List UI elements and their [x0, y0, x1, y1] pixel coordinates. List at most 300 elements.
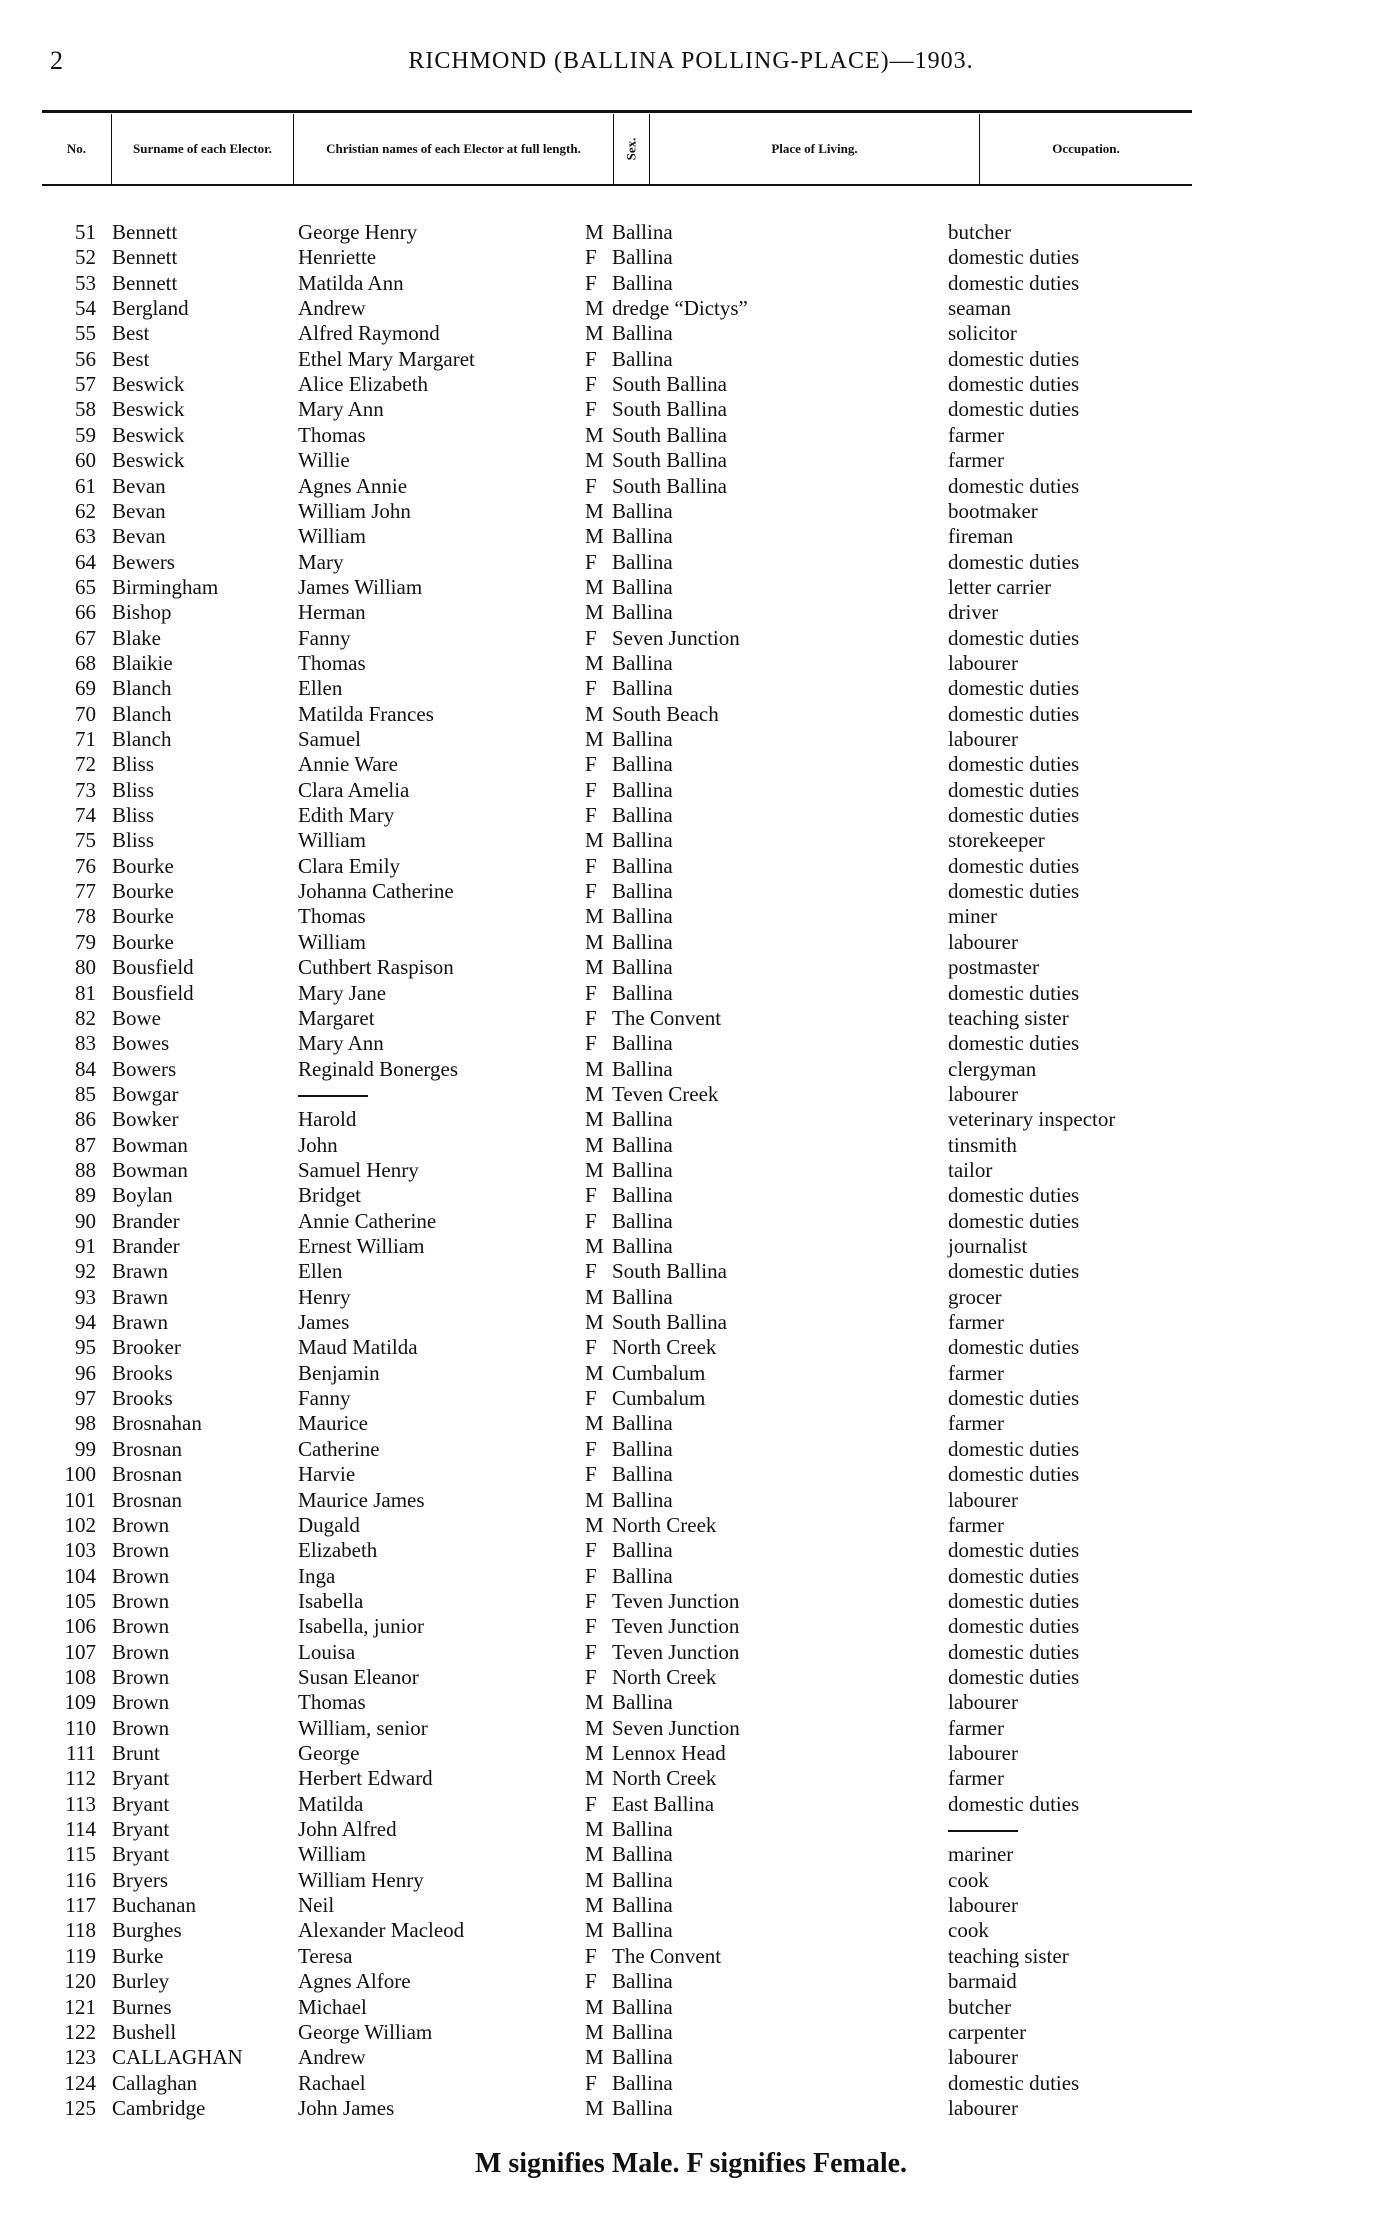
elector-place: South Ballina: [612, 372, 727, 397]
legend-footer: M signifies Male. F signifies Female.: [474, 2148, 908, 2179]
elector-occupation: farmer: [948, 1766, 1004, 1791]
elector-number: 98: [75, 1411, 96, 1436]
elector-occupation: teaching sister: [948, 1943, 1069, 1968]
elector-number: 69: [75, 676, 96, 701]
elector-place: Ballina: [612, 245, 673, 270]
elector-surname: Best: [112, 346, 150, 371]
elector-surname: Bushell: [112, 2019, 177, 2044]
elector-sex: M: [585, 701, 604, 726]
table-row: [0, 1437, 1382, 1462]
elector-occupation: domestic duties: [948, 1563, 1080, 1588]
elector-surname: Brosnan: [112, 1462, 182, 1487]
elector-christian-names: James William: [298, 574, 423, 599]
elector-number: 72: [75, 752, 96, 777]
table-row: [0, 1082, 1382, 1107]
elector-sex: F: [585, 1462, 597, 1487]
elector-number: 121: [64, 1994, 96, 2019]
elector-occupation: domestic duties: [948, 1259, 1080, 1284]
elector-number: 117: [65, 1893, 96, 1918]
elector-place: Teven Junction: [612, 1588, 740, 1613]
elector-occupation: labourer: [948, 929, 1018, 954]
elector-christian-names: Mary Ann: [298, 1031, 384, 1056]
elector-place: North Creek: [612, 1335, 717, 1360]
elector-number: 76: [75, 853, 96, 878]
elector-surname: Brown: [112, 1664, 170, 1689]
table-row: [0, 778, 1382, 803]
elector-sex: M: [585, 1842, 604, 1867]
elector-number: 58: [75, 397, 96, 422]
elector-christian-names: John James: [298, 2095, 395, 2120]
elector-place: Ballina: [612, 524, 673, 549]
elector-occupation: veterinary inspector: [948, 1107, 1116, 1132]
table-row: [0, 1031, 1382, 1056]
table-row: [0, 955, 1382, 980]
elector-sex: M: [585, 524, 604, 549]
elector-number: 113: [65, 1791, 96, 1816]
table-row: [0, 448, 1382, 473]
elector-occupation: domestic duties: [948, 625, 1080, 650]
elector-christian-names: Mary Jane: [298, 980, 387, 1005]
table-row: [0, 524, 1382, 549]
elector-place: Ballina: [612, 1817, 673, 1842]
elector-place: Ballina: [612, 676, 673, 701]
elector-number: 83: [75, 1031, 96, 1056]
elector-sex: F: [585, 270, 597, 295]
table-row: [0, 1690, 1382, 1715]
table-row: [0, 1842, 1382, 1867]
elector-christian-names: Harvie: [298, 1462, 356, 1487]
elector-place: Ballina: [612, 1867, 673, 1892]
elector-number: 95: [75, 1335, 96, 1360]
elector-sex: F: [585, 1969, 597, 1994]
page-number: 2: [50, 46, 63, 75]
elector-sex: M: [585, 1918, 604, 1943]
elector-christian-names: Thomas: [298, 650, 366, 675]
table-row: [0, 626, 1382, 651]
elector-christian-names: Fanny: [298, 1386, 351, 1411]
elector-number: 106: [64, 1614, 96, 1639]
elector-surname: Brown: [112, 1538, 170, 1563]
elector-place: Seven Junction: [612, 625, 740, 650]
elector-number: 102: [64, 1512, 96, 1537]
elector-sex: F: [585, 1639, 597, 1664]
elector-place: South Ballina: [612, 448, 727, 473]
elector-christian-names: James: [298, 1310, 350, 1335]
elector-christian-names: Neil: [298, 1893, 335, 1918]
elector-place: Ballina: [612, 1411, 673, 1436]
elector-occupation: [948, 1817, 1018, 1842]
elector-sex: M: [585, 929, 604, 954]
elector-christian-names: Teresa: [298, 1943, 353, 1968]
elector-occupation: labourer: [948, 1690, 1018, 1715]
elector-number: 73: [75, 777, 96, 802]
elector-place: Teven Junction: [612, 1614, 740, 1639]
elector-place: The Convent: [612, 1943, 722, 1968]
elector-surname: Bowes: [112, 1031, 170, 1056]
elector-sex: M: [585, 600, 604, 625]
elector-sex: F: [585, 1031, 597, 1056]
elector-occupation: fireman: [948, 524, 1014, 549]
elector-sex: F: [585, 1563, 597, 1588]
elector-number: 65: [75, 574, 96, 599]
elector-christian-names: Annie Catherine: [298, 1208, 437, 1233]
elector-occupation: labourer: [948, 1893, 1018, 1918]
elector-surname: Brosnahan: [112, 1411, 202, 1436]
elector-occupation: mariner: [948, 1842, 1014, 1867]
elector-occupation: domestic duties: [948, 777, 1080, 802]
elector-sex: M: [585, 1157, 604, 1182]
elector-sex: F: [585, 1005, 597, 1030]
elector-number: 55: [75, 321, 96, 346]
elector-occupation: domestic duties: [948, 1386, 1080, 1411]
elector-surname: Brown: [112, 1588, 170, 1613]
elector-occupation: domestic duties: [948, 1664, 1080, 1689]
table-row: [0, 397, 1382, 422]
table-row: [0, 1209, 1382, 1234]
elector-surname: Bowgar: [112, 1081, 179, 1106]
table-row: [0, 2020, 1382, 2045]
table-row: [0, 1107, 1382, 1132]
elector-surname: Brawn: [112, 1259, 168, 1284]
elector-occupation: domestic duties: [948, 346, 1080, 371]
elector-number: 54: [75, 296, 96, 321]
elector-sex: M: [585, 1284, 604, 1309]
elector-christian-names: Matilda Ann: [298, 270, 404, 295]
elector-occupation: labourer: [948, 650, 1018, 675]
table-row: [0, 676, 1382, 701]
elector-sex: M: [585, 1107, 604, 1132]
elector-christian-names: Edith Mary: [298, 803, 395, 828]
table-row: [0, 1589, 1382, 1614]
elector-place: Teven Creek: [612, 1081, 719, 1106]
elector-surname: Brooks: [112, 1386, 173, 1411]
elector-surname: Bliss: [112, 777, 155, 802]
elector-sex: F: [585, 1208, 597, 1233]
table-row: [0, 296, 1382, 321]
elector-number: 91: [75, 1234, 96, 1258]
table-row: [0, 1057, 1382, 1082]
elector-place: Ballina: [612, 1563, 673, 1588]
elector-surname: Beswick: [112, 372, 185, 397]
elector-christian-names: Henry: [298, 1284, 351, 1309]
elector-number: 100: [64, 1462, 96, 1487]
elector-surname: Bryant: [112, 1817, 170, 1842]
elector-number: 97: [75, 1386, 96, 1411]
elector-surname: Brunt: [112, 1741, 160, 1765]
elector-surname: Burghes: [112, 1918, 182, 1943]
elector-place: Ballina: [612, 2019, 673, 2044]
elector-occupation: domestic duties: [948, 980, 1080, 1005]
elector-surname: Blanch: [112, 701, 172, 726]
elector-number: 107: [64, 1639, 96, 1664]
elector-number: 75: [75, 828, 96, 853]
elector-place: Ballina: [612, 828, 673, 853]
elector-number: 57: [75, 372, 96, 397]
elector-occupation: domestic duties: [948, 1791, 1080, 1816]
elector-surname: Best: [112, 321, 150, 346]
table-row: [0, 1766, 1382, 1791]
elector-number: 78: [75, 904, 96, 929]
elector-christian-names: Bridget: [298, 1183, 361, 1208]
elector-surname: Bliss: [112, 752, 155, 777]
elector-number: 118: [65, 1918, 96, 1943]
elector-occupation: labourer: [948, 1081, 1018, 1106]
elector-place: Ballina: [612, 879, 673, 904]
elector-place: Ballina: [612, 2070, 673, 2095]
elector-occupation: cook: [948, 1918, 989, 1943]
elector-number: 84: [75, 1056, 96, 1081]
elector-christian-names: Ellen: [298, 676, 343, 701]
elector-christian-names: George William: [298, 2019, 433, 2044]
elector-occupation: driver: [948, 600, 999, 625]
elector-occupation: domestic duties: [948, 676, 1080, 701]
elector-christian-names: Isabella, junior: [298, 1614, 424, 1639]
table-row: [0, 1893, 1382, 1918]
elector-sex: F: [585, 1588, 597, 1613]
elector-sex: F: [585, 1943, 597, 1968]
elector-christian-names: Catherine: [298, 1436, 380, 1461]
elector-surname: Burley: [112, 1969, 170, 1994]
header-surname: Surname of each Elector.: [112, 114, 294, 184]
elector-surname: Brawn: [112, 1310, 168, 1335]
elector-sex: F: [585, 980, 597, 1005]
elector-place: Ballina: [612, 752, 673, 777]
header-sex: [614, 114, 650, 184]
elector-surname: Bowman: [112, 1157, 188, 1182]
elector-number: 66: [75, 600, 96, 625]
elector-sex: F: [585, 853, 597, 878]
elector-place: Ballina: [612, 1462, 673, 1487]
elector-number: 116: [65, 1867, 96, 1892]
elector-occupation: bootmaker: [948, 498, 1038, 523]
table-row: [0, 372, 1382, 397]
elector-sex: F: [585, 245, 597, 270]
elector-surname: Bourke: [112, 853, 174, 878]
elector-surname: Brown: [112, 1715, 170, 1740]
elector-occupation: domestic duties: [948, 803, 1080, 828]
elector-christian-names: Maurice: [298, 1411, 368, 1436]
elector-christian-names: Elizabeth: [298, 1538, 378, 1563]
elector-surname: Brosnan: [112, 1487, 182, 1512]
elector-sex: F: [585, 1614, 597, 1639]
elector-occupation: farmer: [948, 448, 1004, 473]
elector-sex: M: [585, 574, 604, 599]
elector-sex: M: [585, 1817, 604, 1842]
elector-surname: Bowers: [112, 1056, 177, 1081]
elector-place: Ballina: [612, 1284, 673, 1309]
elector-number: 125: [64, 2095, 96, 2120]
elector-christian-names: Mary Ann: [298, 397, 384, 422]
table-row: [0, 1868, 1382, 1893]
elector-occupation: carpenter: [948, 2019, 1027, 2044]
elector-place: North Creek: [612, 1512, 717, 1537]
elector-christian-names: Agnes Alfore: [298, 1969, 411, 1994]
table-row: [0, 1614, 1382, 1639]
elector-number: 85: [75, 1081, 96, 1106]
table-row: [0, 1361, 1382, 1386]
elector-surname: Bewers: [112, 549, 175, 574]
elector-place: South Beach: [612, 701, 719, 726]
elector-number: 52: [75, 245, 96, 270]
elector-christian-names: Clara Amelia: [298, 777, 410, 802]
table-row: [0, 575, 1382, 600]
elector-sex: M: [585, 1512, 604, 1537]
elector-occupation: barmaid: [948, 1969, 1017, 1994]
elector-number: 112: [65, 1766, 96, 1791]
elector-occupation: solicitor: [948, 321, 1017, 346]
table-row: [0, 2071, 1382, 2096]
elector-christian-names: Maud Matilda: [298, 1335, 418, 1360]
elector-sex: F: [585, 625, 597, 650]
elector-place: Ballina: [612, 1538, 673, 1563]
table-row: [0, 1716, 1382, 1741]
elector-occupation: labourer: [948, 2045, 1018, 2070]
elector-occupation: domestic duties: [948, 397, 1080, 422]
elector-number: 120: [64, 1969, 96, 1994]
elector-occupation: domestic duties: [948, 1183, 1080, 1208]
elector-surname: Bevan: [112, 524, 166, 549]
elector-occupation: clergyman: [948, 1056, 1037, 1081]
elector-number: 81: [75, 980, 96, 1005]
elector-number: 64: [75, 549, 96, 574]
elector-number: 67: [75, 625, 96, 650]
blank-dash: [298, 1095, 368, 1097]
elector-christian-names: [298, 1082, 368, 1107]
table-row: [0, 1513, 1382, 1538]
elector-place: Ballina: [612, 1994, 673, 2019]
elector-occupation: farmer: [948, 422, 1004, 447]
elector-occupation: domestic duties: [948, 1639, 1080, 1664]
table-row: [0, 1944, 1382, 1969]
elector-surname: Brown: [112, 1614, 170, 1639]
elector-christian-names: Benjamin: [298, 1360, 380, 1385]
elector-number: 71: [75, 727, 96, 751]
elector-number: 86: [75, 1107, 96, 1132]
table-row: [0, 1158, 1382, 1183]
elector-sex: F: [585, 803, 597, 828]
table-row: [0, 930, 1382, 955]
elector-place: South Ballina: [612, 1310, 727, 1335]
elector-occupation: domestic duties: [948, 372, 1080, 397]
elector-sex: M: [585, 321, 604, 346]
elector-number: 99: [75, 1436, 96, 1461]
elector-place: Ballina: [612, 1842, 673, 1867]
elector-occupation: domestic duties: [948, 1614, 1080, 1639]
elector-surname: Blake: [112, 625, 161, 650]
elector-sex: F: [585, 346, 597, 371]
elector-sex: M: [585, 422, 604, 447]
elector-number: 89: [75, 1183, 96, 1208]
elector-surname: Bryant: [112, 1791, 170, 1816]
elector-sex: M: [585, 1487, 604, 1512]
elector-sex: M: [585, 1690, 604, 1715]
elector-sex: M: [585, 1132, 604, 1157]
elector-occupation: seaman: [948, 296, 1011, 321]
elector-christian-names: Andrew: [298, 2045, 366, 2070]
elector-surname: Bergland: [112, 296, 189, 321]
elector-place: North Creek: [612, 1664, 717, 1689]
elector-place: Ballina: [612, 1918, 673, 1943]
elector-occupation: letter carrier: [948, 574, 1052, 599]
elector-christian-names: Susan Eleanor: [298, 1664, 419, 1689]
elector-place: dredge “Dictys”: [612, 296, 748, 321]
elector-christian-names: Matilda Frances: [298, 701, 434, 726]
elector-place: Ballina: [612, 270, 673, 295]
table-row: [0, 245, 1382, 270]
elector-surname: Bennett: [112, 270, 178, 295]
elector-christian-names: Rachael: [298, 2070, 366, 2095]
elector-surname: Bevan: [112, 498, 166, 523]
elector-sex: M: [585, 955, 604, 980]
elector-surname: Bevan: [112, 473, 166, 498]
elector-sex: F: [585, 752, 597, 777]
elector-christian-names: Matilda: [298, 1791, 364, 1816]
elector-surname: Burnes: [112, 1994, 172, 2019]
elector-sex: M: [585, 220, 604, 244]
elector-place: North Creek: [612, 1766, 717, 1791]
elector-christian-names: William Henry: [298, 1867, 424, 1892]
table-row: [0, 1918, 1382, 1943]
table-row: [0, 220, 1382, 245]
elector-surname: Brown: [112, 1563, 170, 1588]
elector-sex: M: [585, 1234, 604, 1258]
elector-place: Ballina: [612, 1031, 673, 1056]
elector-number: 111: [66, 1741, 96, 1765]
elector-number: 104: [64, 1563, 96, 1588]
table-row: [0, 474, 1382, 499]
elector-sex: M: [585, 448, 604, 473]
elector-number: 115: [65, 1842, 96, 1867]
elector-christian-names: Michael: [298, 1994, 367, 2019]
elector-christian-names: William: [298, 1842, 366, 1867]
elector-occupation: domestic duties: [948, 1588, 1080, 1613]
elector-christian-names: Harold: [298, 1107, 357, 1132]
elector-occupation: domestic duties: [948, 1335, 1080, 1360]
table-row: [0, 499, 1382, 524]
elector-place: Ballina: [612, 955, 673, 980]
elector-number: 56: [75, 346, 96, 371]
elector-christian-names: George: [298, 1741, 360, 1765]
elector-place: South Ballina: [612, 473, 727, 498]
elector-occupation: farmer: [948, 1310, 1004, 1335]
elector-place: Ballina: [612, 727, 673, 751]
table-row: [0, 1335, 1382, 1360]
elector-occupation: postmaster: [948, 955, 1039, 980]
elector-sex: F: [585, 1386, 597, 1411]
elector-christian-names: Herbert Edward: [298, 1766, 433, 1791]
elector-sex: F: [585, 879, 597, 904]
table-row: [0, 1665, 1382, 1690]
elector-christian-names: Fanny: [298, 625, 351, 650]
elector-place: The Convent: [612, 1005, 722, 1030]
elector-place: Ballina: [612, 904, 673, 929]
elector-sex: F: [585, 1791, 597, 1816]
elector-place: Ballina: [612, 574, 673, 599]
table-row: [0, 1386, 1382, 1411]
elector-surname: Brosnan: [112, 1436, 182, 1461]
elector-occupation: domestic duties: [948, 473, 1080, 498]
elector-place: South Ballina: [612, 397, 727, 422]
elector-surname: Bourke: [112, 929, 174, 954]
elector-surname: Bryant: [112, 1842, 170, 1867]
elector-surname: Blaikie: [112, 650, 173, 675]
elector-sex: M: [585, 1310, 604, 1335]
elector-number: 68: [75, 650, 96, 675]
elector-place: Ballina: [612, 929, 673, 954]
elector-sex: M: [585, 904, 604, 929]
elector-sex: F: [585, 549, 597, 574]
elector-occupation: journalist: [948, 1234, 1028, 1258]
